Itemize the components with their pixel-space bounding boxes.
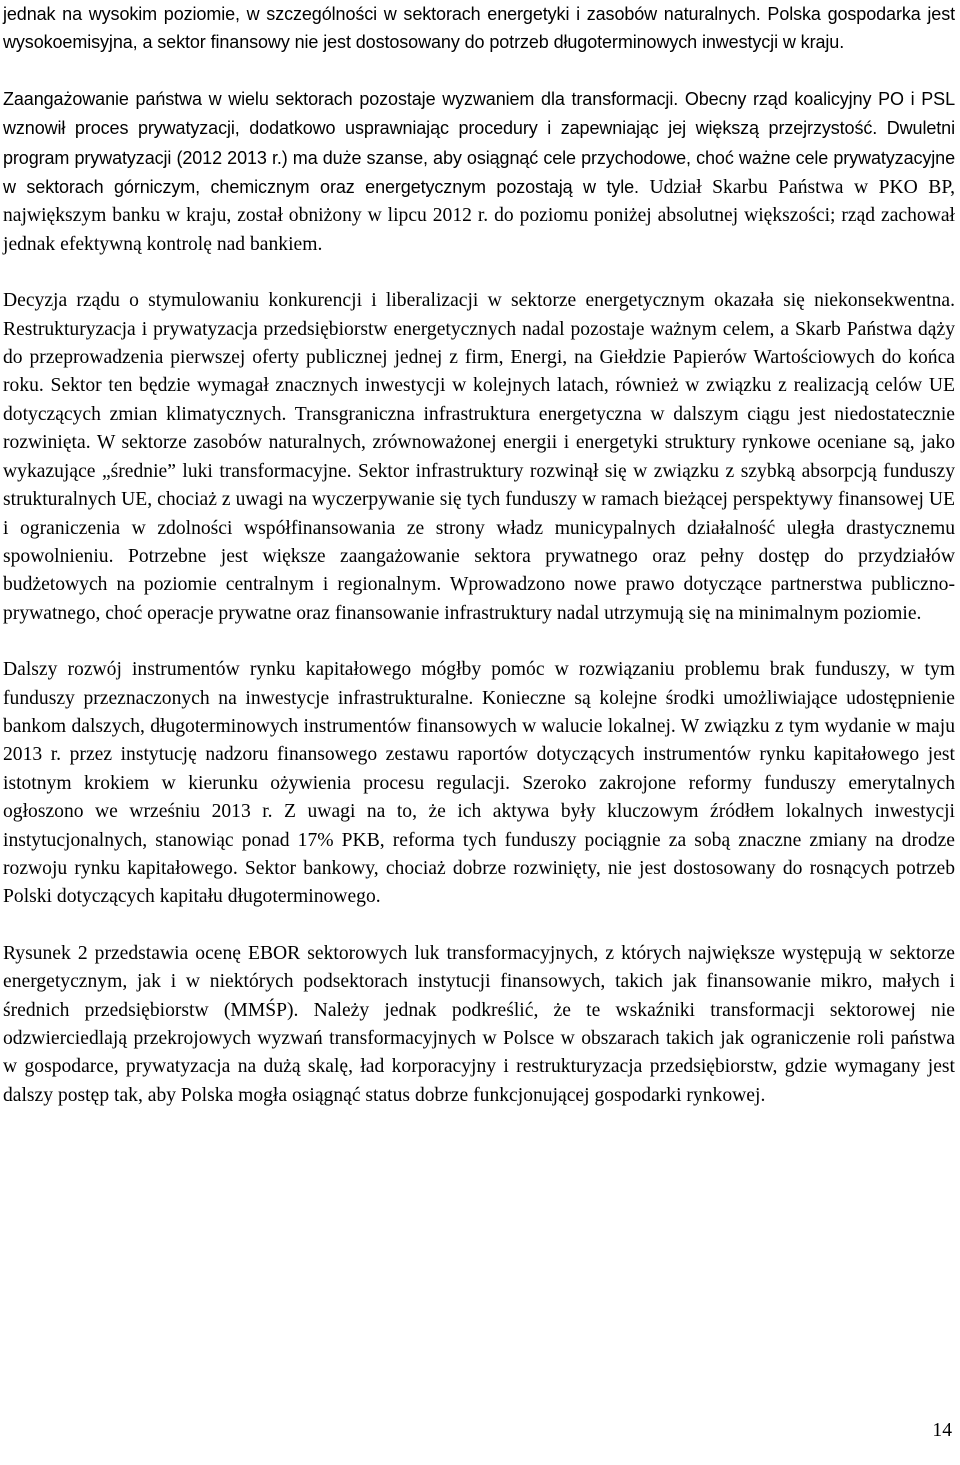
document-page (3, 0, 955, 1110)
paragraph-gap (3, 912, 955, 940)
page-number: 14 (932, 1420, 952, 1441)
paragraph-3: Decyzja rządu o stymulowaniu konkurencji i liberalizacji w sektorze energetycznym okazała się niekonsekwentna. Restrukturyzacja i prywatyzacja przedsiębiorstw energetycznych nadal pozostaje ważnym celem, a Skarb Państwa dąży do przeprowadzenia pierwszej oferty publicznej jednej z firm, Energi, na Giełdzie Papierów Wartościowych do końca roku. Sektor ten będzie wymagał znacznych inwestycji w kolejnych latach, również w związku z realizacją celów UE dotyczących zmian klimatycznych. Transgraniczna infrastruktura energetyczna w dalszym ciągu jest niedostatecznie rozwinięta. W sektorze zasobów naturalnych, zrównoważonej energii i energetyki struktury rynkowe oceniane są, jako wykazujące „średnie” luki transformacyjne. Sektor infrastruktury rozwinął się w związku z szybką absorpcją funduszy strukturalnych UE, chociaż z uwagi na wyczerpywanie się tych funduszy w ramach bieżącej perspektywy finansowej UE i ograniczenia w zdolności współfinansowania ze strony władz municypalnych działalność uległa drastycznemu spowolnieniu. Potrzebne jest większe zaangażowanie sektora prywatnego oraz pełny dostęp do przydziałów budżetowych na poziomie centralnym i regionalnym. Wprowadzono nowe prawo dotyczące partnerstwa publiczno-prywatnego, choć operacje prywatne oraz finansowanie infrastruktury nadal utrzymują się na minimalnym poziomie. (3, 290, 955, 624)
paragraph-4: Dalszy rozwój instrumentów rynku kapitałowego mógłby pomóc w rozwiązaniu problemu brak funduszy, w tym funduszy przeznaczonych na inwestycje infrastrukturalne. Konieczne są kolejne środki umożliwiające udostępnienie bankom dalszych, długoterminowych instrumentów finansowych w walucie lokalnej. W związku z tym wydanie w maju 2013 r. przez instytucję nadzoru finansowego zestawu raportów dotyczących instrumentów rynku kapitałowego jest istotnym krokiem w kierunku ożywienia procesu regulacji. Szeroko zakrojone reformy funduszy emerytalnych ogłoszono we wrześniu 2013 r. Z uwagi na to, że ich aktywa były kluczowym źródłem lokalnych inwestycji instytucjonalnych, stanowiąc ponad 17% PKB, reforma tych funduszy pociągnie za sobą znaczne zmiany na drodze rozwoju rynku kapitałowego. Sektor bankowy, chociaż dobrze rozwinięty, nie jest dostosowany do rosnących potrzeb Polski dotyczących kapitału długoterminowego. (3, 659, 955, 908)
paragraph-2-sans-text: Zaangażowanie państwa w wielu sektorach pozostaje wyzwaniem dla transformacji. Obecny rząd koalicyjny PO i PSL wznowił proces prywatyzacji, dodatkowo usprawniając procedury i zapewniając jej większą przejrzystość. Dwuletni program prywatyzacji (2012 2013 r.) ma duże szanse, aby osiągnąć cele przychodowe, choć ważne cele prywatyzacyjne w sektorach górniczym, chemicznym oraz energetycznym pozostają w tyle. (3, 88, 955, 198)
paragraph-gap (3, 628, 955, 656)
paragraph-1-text: jednak na wysokim poziomie, w szczególności w sektorach energetyki i zasobów naturalnych. Polska gospodarka jest wysokoemisyjna, a sektor finansowy nie jest dostosowany do potrzeb długoterminowych inwestycji w kraju. (3, 4, 955, 53)
paragraph-1 (3, 0, 955, 57)
paragraph-gap (3, 259, 955, 287)
paragraph-2 (3, 85, 955, 259)
paragraph-gap (3, 57, 955, 85)
paragraph-5: Rysunek 2 przedstawia ocenę EBOR sektorowych luk transformacyjnych, z których największe występują w sektorze energetycznym, jak i w niektórych podsektorach instytucji finansowych, takich jak finansowanie mikro, małych i średnich przedsiębiorstw (MMŚP). Należy jednak podkreślić, że te wskaźniki transformacji sektorowej nie odzwierciedlają przekrojowych wyzwań transformacyjnych w Polsce w obszarach takich jak ograniczenie roli państwa w gospodarce, prywatyzacja na dużą skalę, ład korporacyjny i restrukturyzacja przedsiębiorstw, gdzie wymagany jest dalszy postęp tak, aby Polska mogła osiągnąć status dobrze funkcjonującej gospodarki rynkowej. (3, 942, 955, 1106)
paragraph-2-serif-text: Udział Skarbu Państwa w PKO BP, największym banku w kraju, został obniżony w lipcu 2012 r. do poziomu poniżej absolutnej większości; rząd zachował jednak efektywną kontrolę nad bankiem. (3, 177, 955, 255)
